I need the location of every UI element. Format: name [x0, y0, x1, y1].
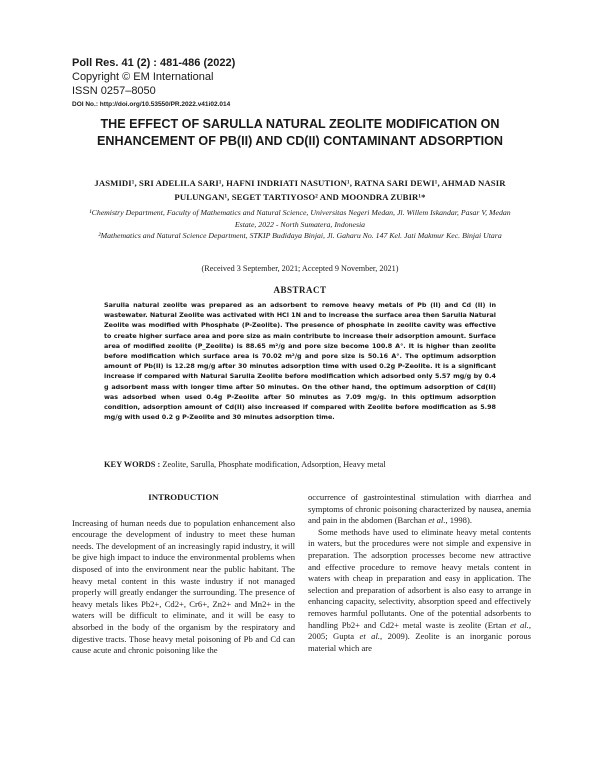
affiliation-2: ²Mathematics and Natural Science Department, STKIP Budidaya Binjai, Jl. Gaharu No. 147 Kel. Jati Makmur Kec. Binjai Utara	[98, 231, 502, 240]
intro-paragraph-3	[308, 527, 531, 655]
introduction-heading: INTRODUCTION	[148, 492, 219, 502]
right-column	[308, 492, 531, 654]
paper-title: THE EFFECT OF SARULLA NATURAL ZEOLITE MODIFICATION ON ENHANCEMENT OF PB(II) AND CD(II) CONTAMINANT ADSORPTION	[96, 117, 503, 148]
text-run: occurrence of gastrointestinal stimulation with diarrhea and symptoms of chronic poisoning characterized by nausea, anemia and pain in the abdomen (Barchan	[308, 492, 531, 526]
text-run-italic: et al.	[510, 619, 529, 630]
intro-paragraph-2	[308, 492, 531, 527]
issn-line: ISSN 0257–8050	[72, 85, 156, 97]
abstract-heading: ABSTRACT	[273, 285, 327, 295]
text-run: , 2005; Gupta	[308, 619, 531, 642]
copyright-line: Copyright © EM International	[72, 71, 214, 83]
keywords-label: KEY WORDS :	[104, 460, 161, 469]
received-dates: (Received 3 September, 2021; Accepted 9 November, 2021)	[201, 264, 399, 273]
affiliation-1: ¹Chemistry Department, Faculty of Mathematics and Natural Science, Universitas Negeri Medan, Jl. Willem Iskandar, Pasar V, Medan Estate, 2022 - North Sumatera, Indonesia	[89, 208, 511, 229]
text-run-italic: et al.	[359, 631, 381, 642]
text-run: , 1998).	[445, 515, 472, 526]
journal-citation: Poll Res. 41 (2) : 481-486 (2022)	[72, 57, 236, 69]
affiliations	[80, 207, 520, 242]
left-column	[72, 492, 295, 657]
doi-line: DOI No.: http://doi.org/10.53550/PR.2022.v41i02.014	[72, 101, 231, 108]
text-run: Some methods have used to eliminate heavy metal contents in waters, but the procedures were not simple and expensive in preparation. The adsorption processes become new attractive and effective procedure to remove heavy metals content in waters with cheap in preparation and easy in application. The selection and preparation of adsorbent is also easy to arrange in enhancing capacity, selectivity, absorption speed and effectively removes harmful pollutants. One of the potential adsorbents to handling Pb2+ and Cd2+ metal waste is zeolite (Ertan	[308, 526, 531, 630]
intro-paragraph-1: Increasing of human needs due to population enhancement also encourage the development of industry to meet these human needs. The development of an increasingly rapid industry, it will be give high impact to induce the environmental problems when disposed of into the environment near the public habitant. The heavy metal content in this waste industry if not managed properly will greatly endanger the surrounding. The presence of heavy metals likes Pb2+, Cd2+, Cr6+, Zn2+ and Mn2+ in the waters will be difficult to eliminate, and it will be easy to absorbed in the body of the organism by the respiratory and digestive tracts. Those heavy metal poisoning of Pb and Cd can cause acute and chronic poisoning like the	[72, 517, 295, 656]
text-run: , 2009). Zeolite is an inorganic porous material which are	[308, 631, 532, 653]
keywords	[104, 460, 534, 469]
text-run-italic: et al.	[428, 515, 446, 526]
keywords-text: Zeolite, Sarulla, Phosphate modification, Adsorption, Heavy metal	[160, 460, 386, 469]
abstract-text: Sarulla natural zeolite was prepared as an adsorbent to remove heavy metals of Pb (II) and Cd (II) in wastewater. Natural Zeolite was activated with HCl 1N and to increase the surface area then Sarulla Natural Zeolite was modified with Phosphate (P-Zeolite). The presence of phosphate in zeolite cavity was effective to create higher surface area and pore size as main contribute to increase their adsorption amount. Surface area of modified zeolite (P_Zeolite) is 88.65 m²/g and pore size become 100.8 A°. It is higher than zeolite before modification which surface area is 70.02 m²/g and pore size is 50.16 A°. The optimum adsorption amount of Pb(II) is 12.28 mg/g after 30 minutes adsorption time with used 0.2g P-Zeolite. It is a significant increase if compared with Natural Sarulla Zeolite before modification which adsorbed only 5.57 mg/g by 0.4 g adsorbent mass with longer time after 50 minutes. On the other hand, the optimum adsorption of Cd(II) was adsorbed when used 0.4g P-Zeolite after 50 minutes as 7.09 mg/g. In this optimum adsorption condition, adsorption amount of Cd(II) also increased if compared with Zeolite before modification as 5.98 mg/g with used 0.2 g P-Zeolite and 30 minutes adsorption time.	[104, 301, 496, 422]
author-list: JASMIDI¹, SRI ADELILA SARI¹, HAFNI INDRIATI NASUTION¹, RATNA SARI DEWI¹, AHMAD NASIR PULUNGAN¹, SEGET TARTIYOSO² AND MOONDRA ZUBIR¹*	[94, 178, 506, 202]
